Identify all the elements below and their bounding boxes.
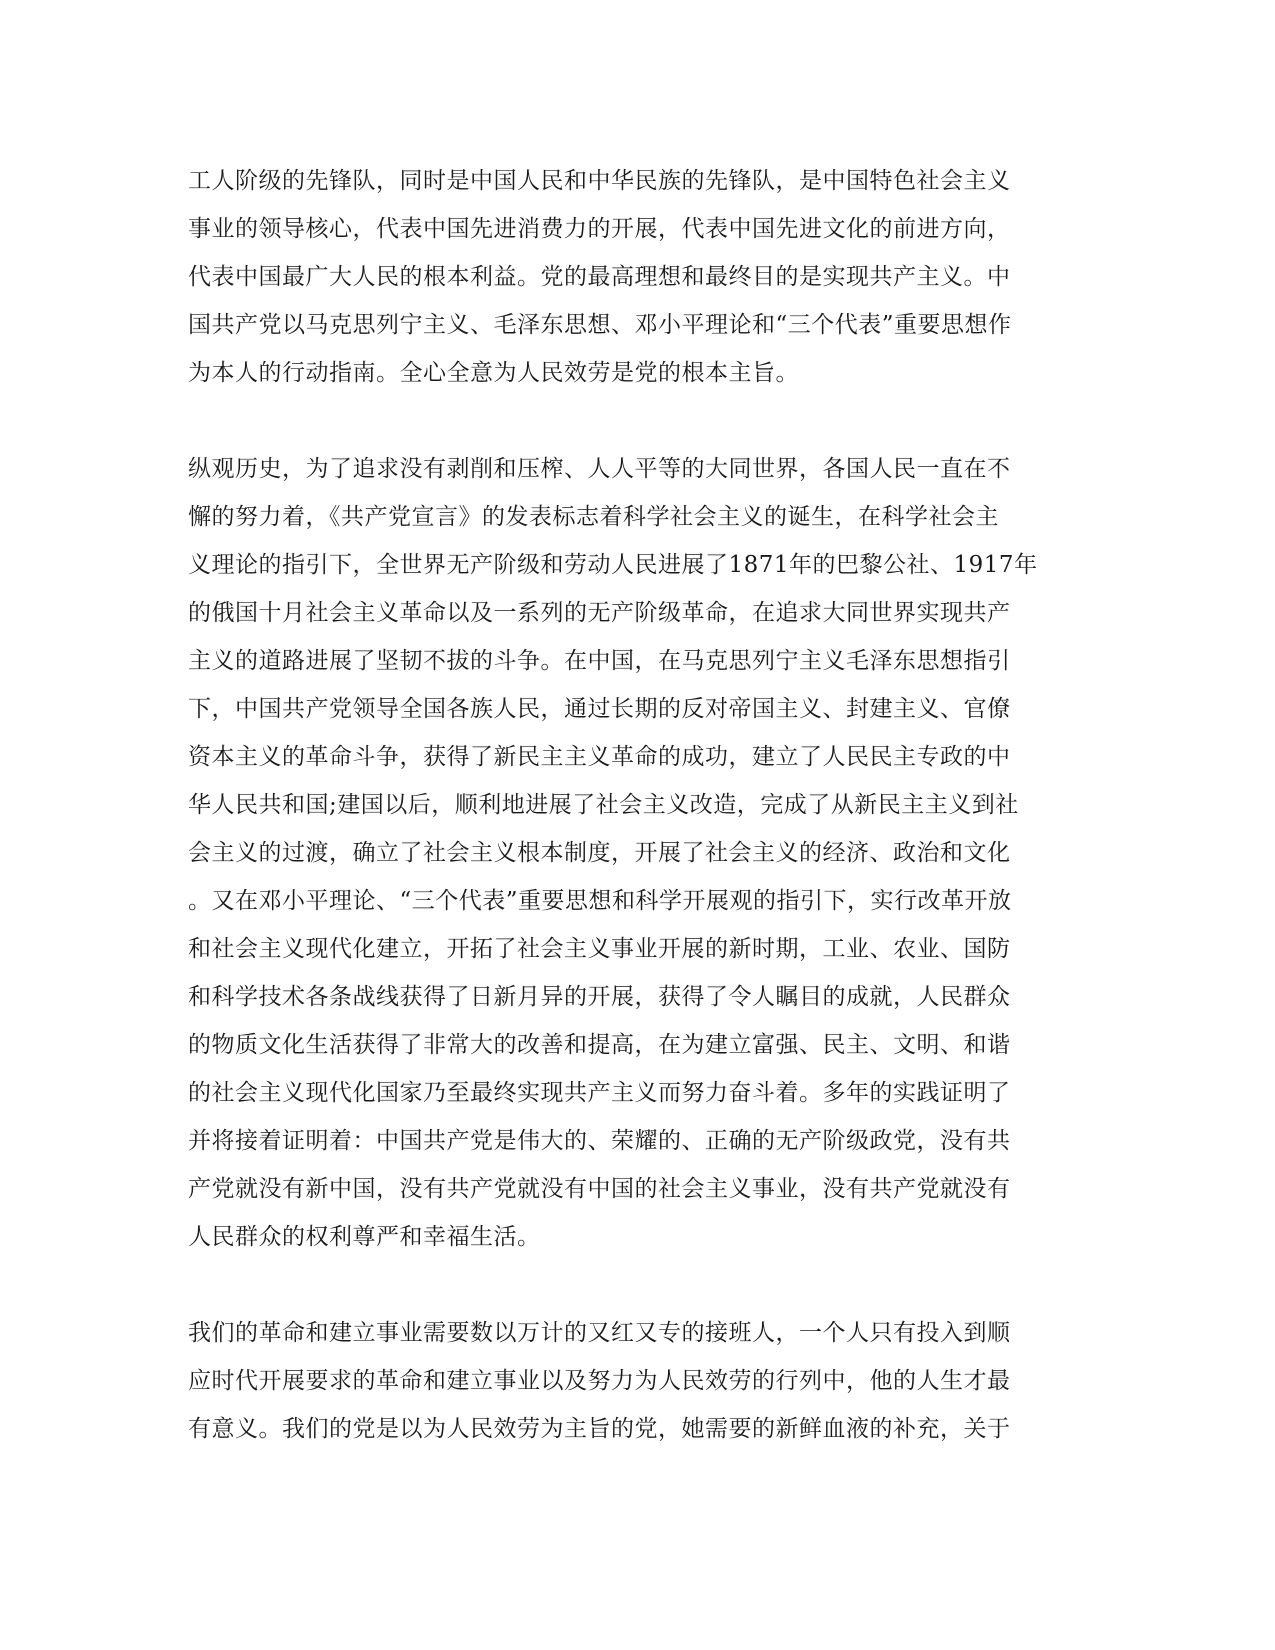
text-line: 资本主义的革命斗争，获得了新民主主义革命的成功，建立了人民民主专政的中: [188, 744, 1011, 770]
text-line: 事业的领导核心，代表中国先进消费力的开展，代表中国先进文化的前进方向，: [188, 216, 1011, 242]
text-line: 并将接着证明着：中国共产党是伟大的、荣耀的、正确的无产阶级政党，没有共: [188, 1128, 1011, 1154]
text-line: 纵观历史，为了追求没有剥削和压榨、人人平等的大同世界，各国人民一直在不: [188, 456, 1011, 482]
text-line: 国共产党以马克思列宁主义、毛泽东思想、邓小平理论和“三个代表”重要思想作: [188, 312, 1012, 338]
text-line: 工人阶级的先锋队，同时是中国人民和中华民族的先锋队，是中国特色社会主义: [188, 168, 1011, 194]
paragraph-2: [188, 445, 1088, 1261]
text-line: 的物质文化生活获得了非常大的改善和提高，在为建立富强、民主、文明、和谐: [188, 1032, 1011, 1058]
text-line: 代表中国最广大人民的根本利益。党的最高理想和最终目的是实现共产主义。中: [188, 264, 1011, 290]
text-line: 应时代开展要求的革命和建立事业以及努力为人民效劳的行列中，他的人生才最: [188, 1368, 1011, 1394]
text-line: 主义的道路进展了坚韧不拔的斗争。在中国，在马克思列宁主义毛泽东思想指引: [188, 648, 1011, 674]
text-line: 和社会主义现代化建立，开拓了社会主义事业开展的新时期，工业、农业、国防: [188, 936, 1011, 962]
text-line: 义理论的指引下，全世界无产阶级和劳动人民进展了1871年的巴黎公社、1917年: [188, 552, 1038, 578]
text-line: 的俄国十月社会主义革命以及一系列的无产阶级革命，在追求大同世界实现共产: [188, 600, 1011, 626]
text-line: 和科学技术各条战线获得了日新月异的开展，获得了令人瞩目的成就，人民群众: [188, 984, 1011, 1010]
text-line: 。又在邓小平理论、“三个代表”重要思想和科学开展观的指引下，实行改革开放: [188, 888, 1012, 914]
paragraph-1: [188, 157, 1088, 397]
text-line: 下，中国共产党领导全国各族人民，通过长期的反对帝国主义、封建主义、官僚: [188, 696, 1011, 722]
text-line: 为本人的行动指南。全心全意为人民效劳是党的根本主旨。: [188, 360, 799, 386]
text-line: 华人民共和国;建国以后，顺利地进展了社会主义改造，完成了从新民主主义到社: [188, 792, 1019, 818]
text-line: 我们的革命和建立事业需要数以万计的又红又专的接班人，一个人只有投入到顺: [188, 1320, 1011, 1346]
text-line: 会主义的过渡，确立了社会主义根本制度，开展了社会主义的经济、政治和文化: [188, 840, 1011, 866]
text-line: 懈的努力着，《共产党宣言》的发表标志着科学社会主义的诞生，在科学社会主: [188, 504, 999, 530]
text-line: 人民群众的权利尊严和幸福生活。: [188, 1224, 541, 1250]
paragraph-3: [188, 1309, 1088, 1453]
text-line: 有意义。我们的党是以为人民效劳为主旨的党，她需要的新鲜血液的补充，关于: [188, 1416, 1011, 1442]
text-line: 的社会主义现代化国家乃至最终实现共产主义而努力奋斗着。多年的实践证明了: [188, 1080, 1011, 1106]
text-line: 产党就没有新中国，没有共产党就没有中国的社会主义事业，没有共产党就没有: [188, 1176, 1011, 1202]
